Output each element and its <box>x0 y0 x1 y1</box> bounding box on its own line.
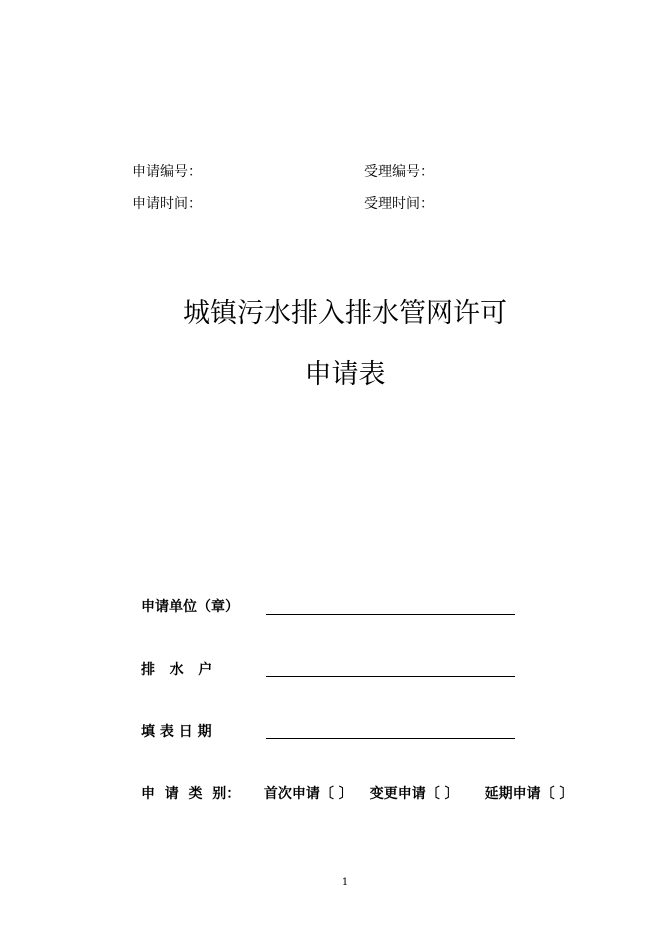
applicant-label: 申请单位（章） <box>141 599 239 615</box>
acceptance-number-label: 受理编号： <box>364 164 434 180</box>
first-application-option: 首次申请〔 〕 <box>263 786 353 802</box>
fill-date-line <box>266 738 515 739</box>
application-number-label: 申请编号： <box>132 164 202 180</box>
fill-date-label: 填 表 日 期 <box>141 724 212 740</box>
discharger-label: 排 水 户 <box>141 662 213 678</box>
change-application-option: 变更申请〔 〕 <box>369 786 459 802</box>
page-number: 1 <box>341 877 349 888</box>
document-title-line2: 申请表 <box>304 359 386 390</box>
acceptance-time-label: 受理时间： <box>364 196 434 212</box>
document-title-line1: 城镇污水排入排水管网许可 <box>183 298 507 329</box>
extension-application-option: 延期申请〔 〕 <box>484 786 574 802</box>
application-time-label: 申请时间： <box>132 196 202 212</box>
applicant-line <box>266 614 515 615</box>
discharger-line <box>266 676 515 677</box>
application-type-label: 申 请 类 别： <box>141 786 241 802</box>
application-type-row <box>141 785 574 803</box>
